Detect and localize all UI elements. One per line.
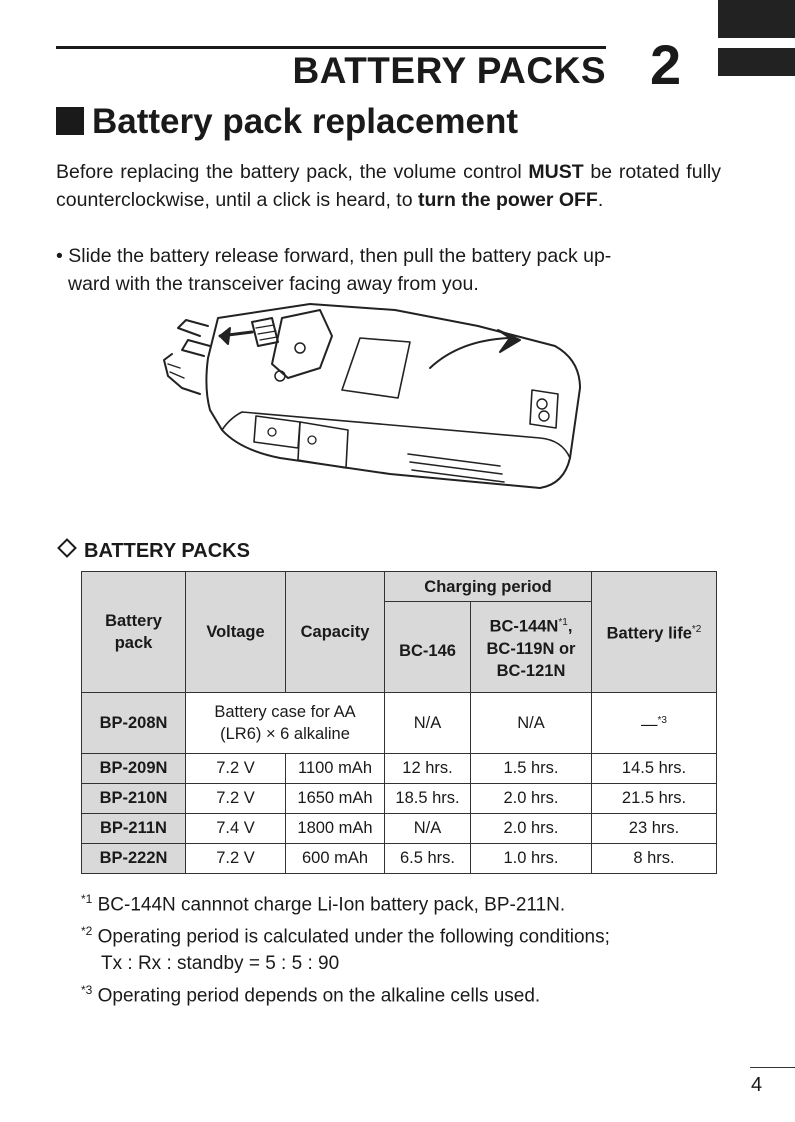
bullet-line-2: ward with the transceiver facing away from you. (68, 273, 479, 295)
cell-bc146: 12 hrs. (385, 754, 471, 784)
header-bc146: BC-146 (385, 602, 471, 693)
header-voltage: Voltage (186, 572, 286, 693)
cell-voltage: 7.2 V (186, 754, 286, 784)
cell-battery-life: 14.5 hrs. (592, 754, 717, 784)
header-bc144n: $BC-144N^{*1}$, BC-119N or BC-121N (471, 602, 592, 693)
cell-pack: BP-211N (82, 814, 186, 844)
battery-packs-table (81, 571, 717, 874)
cell-battery-life: 23 hrs. (592, 814, 717, 844)
cell-capacity: 1650 mAh (286, 784, 385, 814)
instruction-bullet (56, 242, 721, 298)
cell-bc146: N/A (385, 693, 471, 754)
cell-bc146: 6.5 hrs. (385, 844, 471, 874)
intro-text-1: Before replacing the battery pack, the volume control (56, 161, 529, 183)
cell-voltage: 7.2 V (186, 784, 286, 814)
cell-voltage: 7.4 V (186, 814, 286, 844)
chapter-tab-bottom (718, 48, 795, 76)
bullet-line-1: • Slide the battery release forward, then pull the battery pack up- (56, 245, 612, 267)
table-row (82, 814, 717, 844)
diamond-bullet-icon (57, 538, 77, 558)
cell-pack: BP-222N (82, 844, 186, 874)
table-row (82, 784, 717, 814)
cell-bc144n: 1.0 hrs. (471, 844, 592, 874)
cell-capacity: 600 mAh (286, 844, 385, 874)
cell-voltage-capacity: Battery case for AA (LR6) × 6 alkaline (186, 693, 385, 754)
chapter-tab-top (718, 0, 795, 38)
footnotes (81, 886, 610, 1009)
table-row (82, 844, 717, 874)
footnote-2: $^{*2}$ Operating period is calculated under the following conditions; (81, 924, 610, 948)
chapter-number: 2 (650, 33, 682, 96)
cell-pack: BP-210N (82, 784, 186, 814)
intro-bold-power-off: turn the power OFF (418, 189, 598, 211)
cell-bc144n: N/A (471, 693, 592, 754)
intro-paragraph (56, 158, 721, 214)
square-bullet-icon (56, 107, 84, 135)
cell-battery-life: 21.5 hrs. (592, 784, 717, 814)
cell-capacity: 1800 mAh (286, 814, 385, 844)
cell-bc144n: 1.5 hrs. (471, 754, 592, 784)
section-title-text: Battery pack replacement (92, 102, 519, 141)
chapter-rule (56, 46, 606, 49)
chapter-title: BATTERY PACKS (292, 50, 606, 91)
cell-battery-life: —$^{*3}$ (592, 693, 717, 754)
cell-battery-life: 8 hrs. (592, 844, 717, 874)
intro-text-2: be rotated fully counterclockwise, until a click is heard, to (56, 161, 721, 211)
footnote-3: $^{*3}$ Operating period depends on the alkaline cells used. (81, 982, 541, 1006)
cell-bc146: 18.5 hrs. (385, 784, 471, 814)
table-header-row (82, 572, 717, 602)
intro-text-3: . (597, 189, 604, 211)
page-number-rule (750, 1067, 795, 1068)
header-battery-pack: Battery pack (82, 572, 186, 693)
cell-bc144n: 2.0 hrs. (471, 814, 592, 844)
page-number: 4 (751, 1074, 763, 1096)
cell-capacity: 1100 mAh (286, 754, 385, 784)
cell-pack: BP-209N (82, 754, 186, 784)
cell-bc144n: 2.0 hrs. (471, 784, 592, 814)
subsection-title-text: BATTERY PACKS (84, 540, 250, 562)
cell-pack: BP-208N (82, 693, 186, 754)
footnote-2-continued: Tx : Rx : standby = 5 : 5 : 90 (101, 952, 340, 974)
intro-bold-must: MUST (528, 161, 584, 183)
table-row (82, 754, 717, 784)
header-charging-period: Charging period (385, 572, 592, 602)
subsection-title (56, 540, 250, 563)
cell-bc146: N/A (385, 814, 471, 844)
header-battery-life: Battery life$^{*2}$ (592, 572, 717, 693)
section-title (56, 102, 518, 142)
battery-removal-illustration (160, 298, 590, 520)
header-capacity: Capacity (286, 572, 385, 693)
footnote-1: $^{*1}$ BC-144N cannnot charge Li-Ion battery pack, BP-211N. (81, 892, 566, 916)
table-row (82, 693, 717, 754)
cell-voltage: 7.2 V (186, 844, 286, 874)
